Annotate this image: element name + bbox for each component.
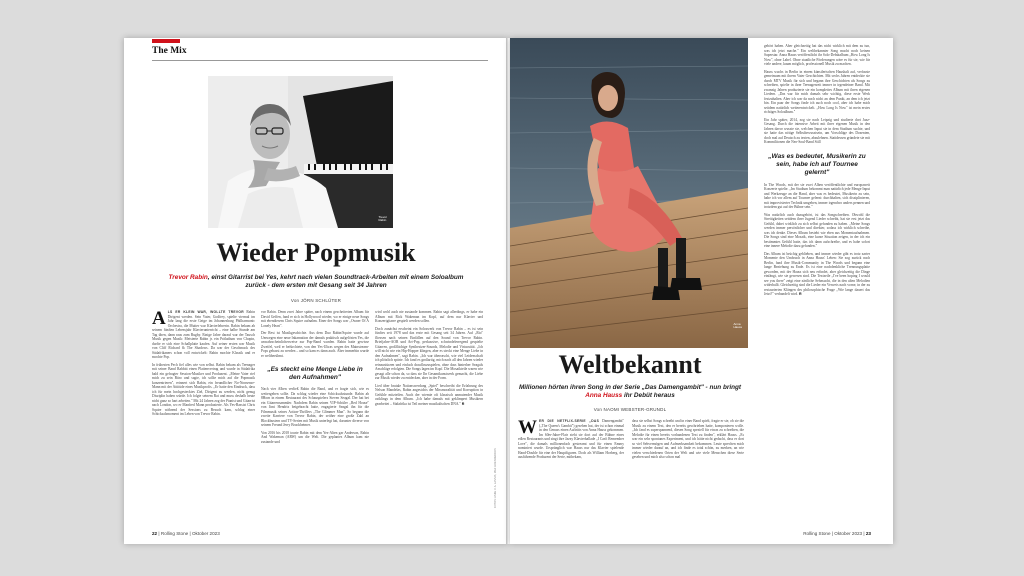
col3-text3: Ein Jahr später, 2014, zog sie nach Leipzig und studierte dort Jazz-Gesang. Durch die intensive Arbeit mit ihrer eigenen Musik in den Jahren davor wusste sie, welchen Input sie in dem Studium suchte, und sie hatte das nötige Selbstbewusstsein, um Vorschläge des Dozenten, doch mal auf Deutsch zu texten, abzulehnen. Stattdessen gründete sie mit Kommilitonen die Neo-Soul-Band Still [764,117,870,144]
col2-text: vor Rabin. Denn zwei Jahre später, nach einem gescheiterten Album für David Geffen, fand er sich in Hollywood wieder, wo er einige neue Songs mit ebendiesem Chris Squire aufnahm. Einer der Songs war „Owner Of A Lonely Heart". [261,310,369,328]
col3-text: wird wohl auch nie zustande kommen. Rabin sagt allerdings, er habe ein Album mit Rick Wakeman im Kopf, auf dem nur Klavier und Konzertgitarre gespielt werden sollen. [375,310,483,323]
col3-text5: Was natürlich auch dazugehört, ist das Songschreiben. Obwohl die Streitigkeiten seitdem ihrer Jugend Lieder schreibt, hat sie erst jetzt das Gefühl, dabei wirklich zu sich selbst gefunden zu haben. „Meine Songs werden immer persönlicher und direkter, sodass ich wirklich schreibe, was ich denke. Dieses Album besteht wie eben aus Momentaufnahmen. Die Songs sind eine Mosaik, eine kurze Situation zeigen, in der ich ein bestimmtes Gefühl hatte, das ich dann aufschreibe, und es habe sofort eine innere Melodie dazu gefunden." [764,212,870,248]
col3-text2: Doch zunächst erscheint ein Soloswerk von Trevor Rabin – es ist sein fünftes seit 1978 und das erste mit Gesang seit 34 Jahren. Auf „Rio" fliessen nach seinen Einfällen auf den Sound von Trevor Rabin. Briefjahre-AOR und Art-Pop, perkussive, schwindelerregend gespielte Gitarren, großflächige Synthesizer-Sounds, Melodie und Virtuosität. „Ich will nicht wie ein Hip-Hopper klingen, aber es steckt eine Menge Liebe in den Aufnahmen", sagt Rabin. „Ich war überrascht, wie viel Leidenschaft ich plötzlich spürte. Ich fand es großartig, mich nach all den Jahren wieder reinzustürzen und einfach draufloszuspielen, ohne dass hinterher Seagals Anschläge erfolgten. Die Songs lagen im Kopf. Die Mosaikteile waren wie gesagt alle schon da, so dass sie Ihr Gesamtkunstwerk gemacht, die Liebe zur Musik wieder zu entdecken, aber in der Form. [375,326,483,380]
col3-text3: Lied über brutale Nationswerdung „Spiel" beschreibt die Erfahrung des Nelson Mandelas, Rabin angesichts der Missmoralität und Korruption in Gefühle mitzteilen. Auch der wiemie oft klassisch anmutender Musik ostklings in dem Album. „Ich habe damals mit geklimpert Musikern gearbeitet – Südafrika ist Teil meiner musikalischen DNA." [375,383,483,406]
right-page [510,38,893,544]
end-mark: R [799,292,802,296]
col1-text: Damengambit" („The Queen's Gambit") gesehen hat, der ist schon einmal in den Genuss einen Auftritts von Anna Hauss gekommen. Im 60er-Jahre-Flair steht sie dort auf der Bühne eines edlen Restaurants und singt ihre Jazzy Klavierballade „I Can't Remember Love", die damals millionenfach gestreamt und für einen Emmy nominiert wurde. Ursprünglich war Hauss nur das Klavier spielende Hand-Double für eine der Hauptfiguren. Doch als William Horberg, der ausführende Produzent der Serie, mitbekam, [518,419,624,459]
folio-left: 22 | Rolling Stone | Oktober 2023 [152,531,220,536]
dropcap: W [518,419,537,438]
folio-number: 22 [152,531,158,536]
col3-text2: Hauss wuchs in Berlin in einem künstlerischen Haushalt auf, verfasste gemeinsam mit ihrem Vater Geschichten. Mit sechs Jahren entdeckte sie durch MTV Musik für sich und begann ihre Geschichten als Songs zu schreiben, spielte in ihrer Teenagerzeit immer in irgendeiner Band. Mit zwanzig Jahren produzierte sie ein komplettes Album mit ihren eigenen Liedern. „Das war für mich damals sehr wichtig, diese erste Werk festzuhalten. Aber ich war da noch nicht an dem Punkt, an dem ich jetzt bin. Ein paar der Songs finde ich auch noch cool, aber ich habe mich seitdem natürlich weiterentwickelt. „How Long Is Now" ist mein erstes richtiges Soloalbum." [764,69,870,114]
folio-text: Rolling Stone | Oktober 2023 [803,531,863,536]
trevor-rabin-photo [208,76,393,228]
deck-text-a: Millionen hörten ihren Song in der Serie „Das Damengambit" - nun bringt [518,384,742,391]
col3-text6: Das Album ist brüchig geblieben, und immer wieder gibt es trotz zarter Momente den Umbruch in Anna Hauss' Leben: Sie zog zurück nach Berlin, fand ihre Musik-Community in The Woods und begann eine lange Beziehung zu Ende. Es ist eine nachdenkliche Trennungsplatte geworden, mit der Hauss sich neu erfindet, aber gleichzeitig die Dinge einfängt, wie sie gewesen sind. Die Textzeile „I've been hoping I would see you there" zeigt eine zärtliche Sehnsucht, die in den alten Melodien widerhallt. Gleichzeitig sind die Lieder ein Verweis nach vorne, in der zu restaurierten Klängen des philosophische Frage „Wie lange dauert das Jetzt?" verhandelt wird. [764,251,870,296]
col2-text: dass sie selbst Songs schreibt und in einer Band spielt, fragte er sie, ob sie die Musik zu einem Text, den er bereits geschrieben hatte, komponieren wolle. „Ich fand es superspannend, diesen Song speziell für etwas zu schreiben, die Melodie für einen bereits vorhandenen Text zu finden", erklärt Hauss. „Es war ein sehr spontanes Experiment, und ich hätte nicht gedacht, dass er dort so viel Sehvermögen und Aufmerksamkeit bekommen. Leute sprechen mich immer wieder darauf an, und ich finde es total schön, zu merken, an wie vielen verschiedenen Orten der Welt und wie viele Menschen diese Serie gesehen und mich also schon mal [632,419,744,459]
photo-credit: Trevor Rabin [378,214,387,223]
column-1 [152,310,255,524]
deck-text: , einst Gitarrist bei Yes, kehrt nach vielen Soundtrack-Arbeiten mit einem Soloalbum zurück - dem ersten mit Gesang seit 34 Jahren [207,274,464,289]
section-rule [152,60,488,61]
column-3 [764,44,870,524]
col3-text: gehört haben. Aber gleichzeitig hat das nicht wirklich mit dem zu tun, was ich jetzt mache." Ein weltbekannter Song macht noch keinen Superstar. Anna Hauss veröffentlicht ihr Solo-Debütalbum „How Long Is Now", ohne Label. Ohne staatliche Förderungen wäre es für sie, wie für viele andere, kaum möglich, professionell Musik zu machen. [764,44,870,66]
gutter-photo-credit: FOTOS: ANKE V. A. LANNIS, MAX HOENDERDOS [494,448,497,508]
end-mark: R [461,401,465,406]
folio-right: Rolling Stone | Oktober 2023 | 23 [803,531,871,536]
lead-in: ER DIE NETFLIX-SERIE „DAS [539,419,600,423]
left-page [124,38,508,544]
folio-text: Rolling Stone | Oktober 2023 [160,531,220,536]
headline: Wieder Popmusik [216,238,416,267]
byline: Von NAOMI WEBSTER-GRUNDL [593,407,667,412]
deck-name: Anna Hauss [585,392,623,399]
dropcap: A [152,310,166,329]
col2-text2: Der Rest ist Musikgeschichte. Aus dem Duo Rabin/Squire wurde auf Umwegen eine neue Inkarnation der damals praktisch aufgelösten Yes, die unwahrscheinlicherweise zur Pop-Band wurden. Rabin hatte gewisse Zweifel, weil er befürchtete, von den Yes-Ultras wegen des Mainstream-Pops gehasst zu werden – und so kam es dann auch. Aber immerhin wurde er weltberühmt. [261,331,369,358]
lead-in: LS ER KLEIN WAR, WOLLTE TREVOR [167,310,244,314]
column-1 [518,419,624,525]
pull-quote: „Es steckt eine Menge Liebe in den Aufnahmen" [267,366,363,381]
folio-number: 23 [865,531,871,536]
headline: Weltbekannt [558,350,702,379]
deck-name: Trevor Rabin [168,274,208,281]
section-red-bar [152,39,180,43]
col1-text2: In frühesten Pech fiel alles wie von selbst. Rabin bekam als Teenager mit seiner Band Rabbitt einen Plattenvertrag und wurde in Südafrika bald ein gefragter Session-Musiker und Produzent. „Meine Vater rief mich zu sein Büro und sagte, ich sollte mich auf die Popmusik konzentrieren", erinnert sich Rabin, ein freundlicher No-Nonsense-Mann mit der Attitüde eines Musikprofis. „Er hatte den Eindruck, dass ich für mein hochgestecktes Ziel, Dirigent zu werden, nicht genug Disziplin haben würde. Ich folgte seinem Rat und muss deshalb heute nicht ganz so hart arbeiten." Mit 24 Jahren zog der Pianist und Gitarrist nach London, wo er Manfred Mann produzierte. Als Yes-Bassist Chris Squire während der Sessions zu Besuch kam, schlug einer Schicksalsmoment im Leben von Trevor Rabin. [152,362,255,416]
pull-quote: „Was es bedeutet, Musikerin zu sein, habe ich auf Tournee gelernt" [768,152,866,176]
section-label: The Mix [152,46,187,56]
col3-text4: In The Woods, mit der sie zwei Alben veröffentlichte und europaweit Konzerte spielte. „Im Studium bekommt man natürlich jede Menge Input und Werkzeuge an die Hand, aber was es bedeutet, Musikerin zu sein, habe ich vor allem auf Tournee gelernt: durchhalten, sich disziplinieren, mit improvisierter Technik umgehen, immer irgendwo anders pennen und trotzdem gut auf der Bühne sein." [764,182,870,209]
column-2 [261,310,369,524]
anna-hauss-photo [510,38,748,348]
deck [168,274,464,290]
deck [518,384,742,400]
col2-text4: Von 2016 bis 2018 tourte Rabin mit dem Yes-Alten gar Anderson, Rabin And Wakeman (ARW) um die Welt. Die geplantes Album kam nie zustande und [261,430,369,444]
deck-text-b: ihr Debüt heraus [622,392,675,399]
column-3 [375,310,483,524]
byline: Von JÖRN SCHLÜTER [290,298,342,303]
portrait-illustration [510,38,748,348]
photo-credit: Anna Hauss [733,321,742,330]
col1-text: Rabin Dirigent werden. Sein Vater, Godfrey, spielte viermal im Jahr lang die erste Geige im Johannesburg Philharmonic Orchestra, die Mutter war Klavierlehrerin. Rabin bekam ab seinem fünften Lebensjahr Klavierunterricht – eine halbe Stunde am Tag üben, dann raus zum Rugby. Einige Jahre darauf war der Tausch Musik gegen Musik: Meisterte Rabin jr. ein Präludium von Chopin, durfte er sich eine Schallplatte kaufen. Auf seiner ersten war Musik von Cliff Richard & The Shadows. Da war der Geschmack des Südafrikaners schon voll entwickelt: Rabin mochte Klassik und er mochte Pop. [152,310,255,359]
portrait-illustration [208,76,393,228]
column-2 [632,419,744,525]
col2-text3: Nach vier Alben verließ Rabin die Band, und er fragte sich, wie es weitergehen sollte. Da schlug wieder eine Schicksalsstunde. Rabin ab 8Horn in einem Restaurant des Schauspielers Steven Seagal. Der hat bei ein Gitarrensammler. Nachdem Rabin seinen VIP-Schüler „Red House" von Jimi Hendrix beigebracht hatte, engagierte Seagal ihn für die Filmmusik seines Action-Thrillers „The Glimmer Man". So begann die zweite Karriere von Trevor Rabin, der seither eine große Zahl an Blockbustern und TV-Serien mit Musik unterlegt hat, darunter diverse von seinem Freund Jerry Bruckheimer. [261,387,369,427]
